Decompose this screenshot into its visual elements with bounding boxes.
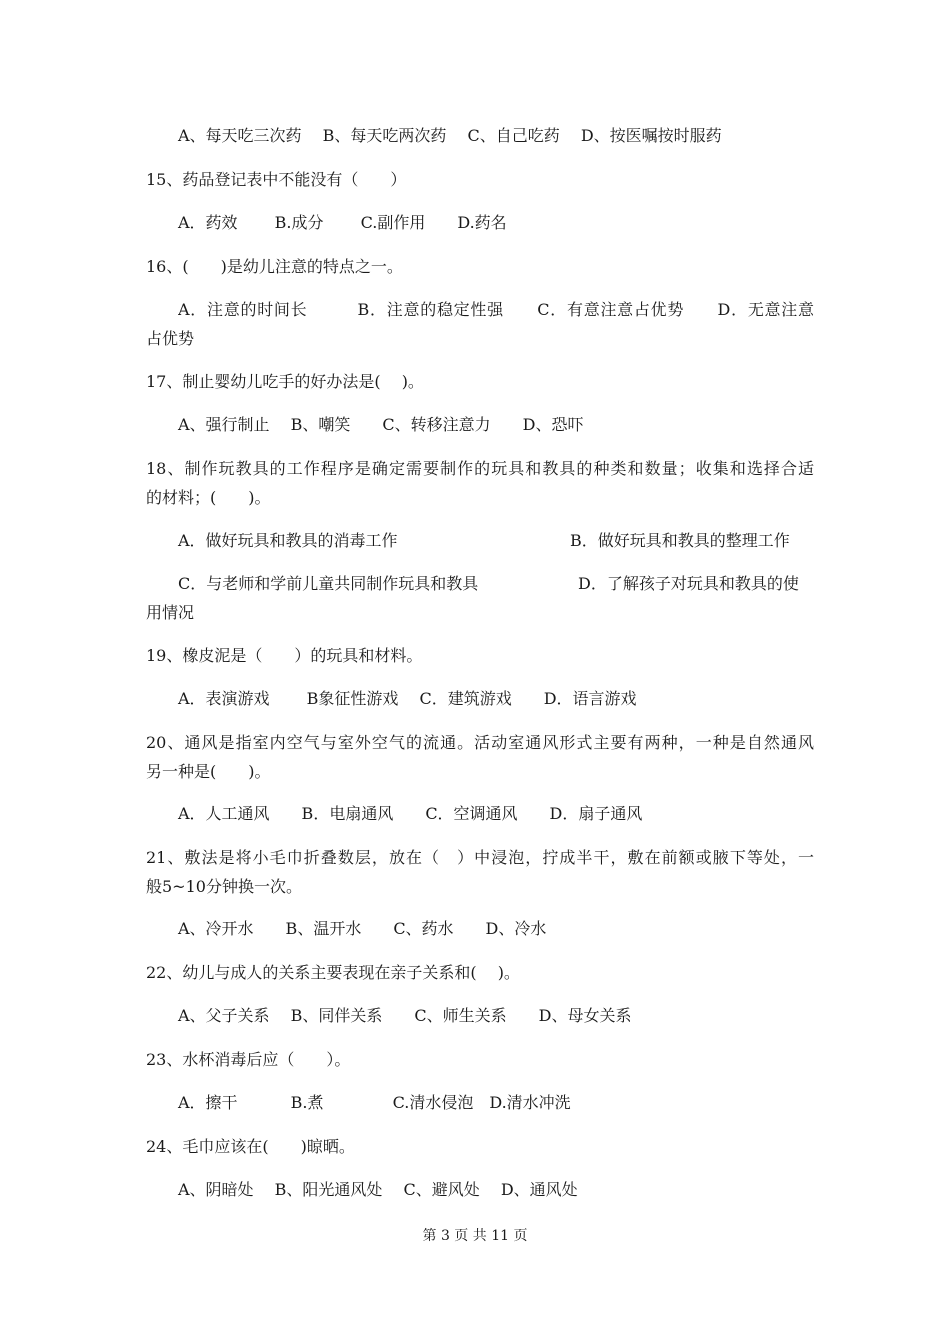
- q14-options: A、每天吃三次药 B、每天吃两次药 C、自己吃药 D、按医嘱按时服药: [178, 126, 722, 145]
- q19-options: A．表演游戏 B象征性游戏 C．建筑游戏 D．语言游戏: [178, 689, 637, 708]
- q22-stem: 22、幼儿与成人的关系主要表现在亲子关系和( )。: [146, 963, 520, 982]
- q20-stem-line1: 20、通风是指室内空气与室外空气的流通。活动室通风形式主要有两种，一种是自然通风: [146, 733, 814, 752]
- q24-stem: 24、毛巾应该在( )晾晒。: [146, 1137, 355, 1156]
- page-footer: 第 3 页 共 11 页: [422, 1228, 528, 1244]
- q15-stem: 15、药品登记表中不能没有（ ）: [146, 170, 407, 189]
- q16-stem: 16、( )是幼儿注意的特点之一。: [146, 257, 403, 276]
- q20-stem-line2: 另一种是( )。: [146, 762, 271, 781]
- q24-options: A、阴暗处 B、阳光通风处 C、避风处 D、通风处: [178, 1180, 578, 1199]
- q23-stem: 23、水杯消毒后应（ ）。: [146, 1050, 351, 1069]
- q20-options: A．人工通风 B．电扇通风 C．空调通风 D．扇子通风: [178, 804, 643, 823]
- q18-option-d-line2: 用情况: [146, 603, 195, 622]
- q22-options: A、父子关系 B、同伴关系 C、师生关系 D、母女关系: [178, 1006, 632, 1025]
- q21-stem-line2: 般5~10分钟换一次。: [146, 877, 302, 896]
- q18-option-c: C．与老师和学前儿童共同制作玩具和教具: [178, 574, 479, 593]
- q15-options: A．药效 B.成分 C.副作用 D.药名: [178, 213, 507, 232]
- q16-options-line2: 占优势: [146, 329, 195, 348]
- q18-option-a: A．做好玩具和教具的消毒工作: [178, 531, 398, 550]
- q23-options: A．擦干 B.煮 C.清水侵泡 D.清水冲洗: [178, 1093, 571, 1112]
- q21-options: A、冷开水 B、温开水 C、药水 D、冷水: [178, 919, 547, 938]
- q18-option-d-line1: D．了解孩子对玩具和教具的使: [578, 574, 799, 593]
- q21-stem-line1: 21、敷法是将小毛巾折叠数层，放在（ ）中浸泡，拧成半干，敷在前额或腋下等处，一: [146, 848, 814, 867]
- q17-options: A、强行制止 B、嘲笑 C、转移注意力 D、恐吓: [178, 415, 584, 434]
- q18-stem-line2: 的材料；( )。: [146, 488, 271, 507]
- q18-option-b: B．做好玩具和教具的整理工作: [570, 531, 790, 550]
- q17-stem: 17、制止婴幼儿吃手的好办法是( )。: [146, 372, 424, 391]
- q18-stem-line1: 18、制作玩教具的工作程序是确定需要制作的玩具和教具的种类和数量；收集和选择合适: [146, 459, 814, 478]
- q16-options-line1: A．注意的时间长 B．注意的稳定性强 C．有意注意占优势 D．无意注意: [178, 300, 814, 319]
- q19-stem: 19、橡皮泥是（ ）的玩具和材料。: [146, 646, 423, 665]
